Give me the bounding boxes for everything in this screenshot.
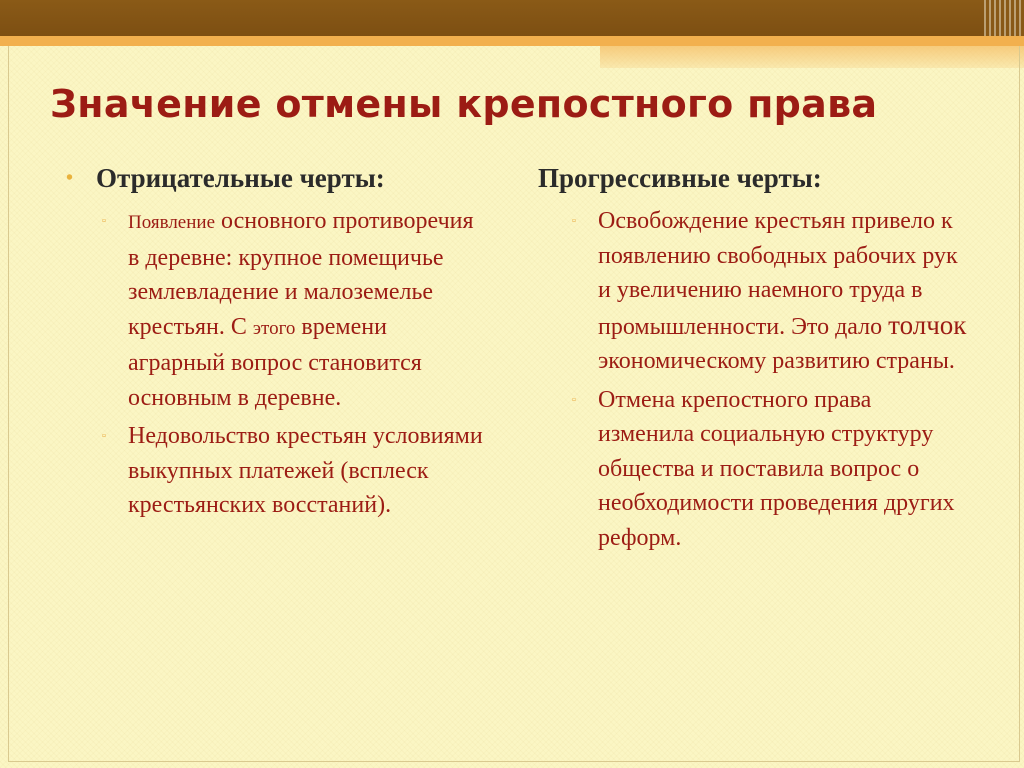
item-text-part: времени аграрный вопрос становится основным в деревне. — [128, 313, 422, 411]
item-text-part: Появление — [128, 212, 216, 233]
top-decorative-bar — [0, 0, 1024, 36]
item-text-part: основного противоречия в деревне: крупное помещичье землевладение и малоземелье крестьян. С — [128, 208, 474, 340]
negative-traits-heading-text: Отрицательные черты: — [96, 163, 385, 193]
negative-traits-list — [68, 204, 488, 523]
list-item — [68, 204, 488, 415]
item-text-part: этого — [252, 317, 296, 339]
progressive-traits-heading-text: Прогрессивные черты: — [538, 163, 822, 193]
list-item — [538, 204, 968, 379]
top-stripes-decoration — [984, 0, 1024, 36]
slide-title: Значение отмены крепостного права — [50, 82, 878, 126]
negative-traits-heading — [68, 160, 488, 196]
progressive-traits-heading — [538, 160, 968, 196]
list-item — [68, 419, 488, 523]
progressive-traits-column — [538, 160, 968, 559]
item-text-part: Освобождение крестьян привело к появлению свободных рабочих рук и увеличению наемного труда в промышленности. Это дало — [598, 208, 958, 340]
square-bullet-icon: ▫ — [572, 393, 576, 406]
bullet-dot-icon: • — [66, 167, 74, 189]
item-text: Недовольство крестьян условиями выкупных платежей (всплеск крестьянских восстаний). — [128, 423, 483, 518]
item-text-part: толчок — [888, 309, 967, 340]
list-item — [538, 383, 968, 556]
item-text-part: экономическому развитию страны. — [598, 348, 955, 374]
negative-traits-column — [68, 160, 488, 527]
item-text: Отмена крепостного права изменила социальную структуру общества и поставила вопрос о необходимости проведения других реформ. — [598, 386, 955, 551]
square-bullet-icon: ▫ — [102, 215, 106, 227]
square-bullet-icon: ▫ — [102, 430, 106, 442]
accent-band — [0, 36, 1024, 46]
progressive-traits-list — [538, 204, 968, 555]
square-bullet-icon: ▫ — [572, 215, 576, 227]
